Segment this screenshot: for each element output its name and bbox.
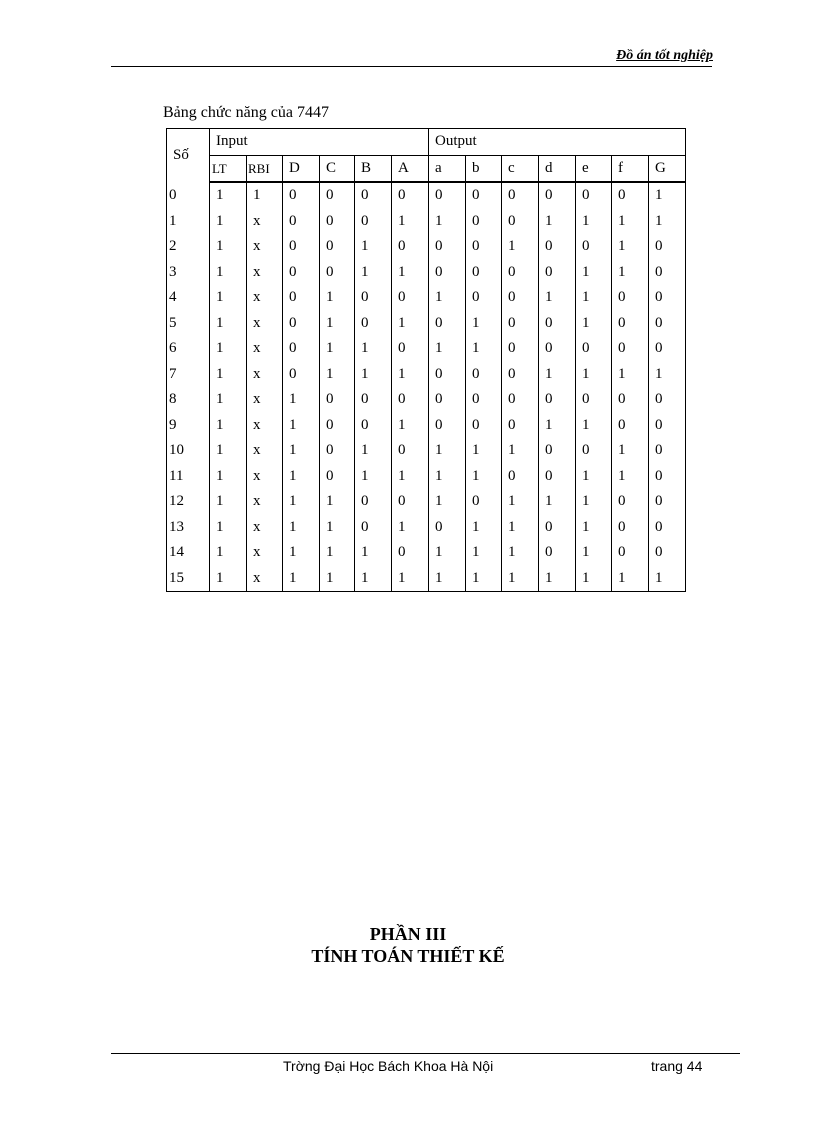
table-cell: 1 [576, 413, 612, 439]
table-cell: 1 [466, 566, 502, 592]
table-cell: 1 [649, 566, 686, 592]
column-header: f [612, 155, 649, 182]
column-header: b [466, 155, 502, 182]
table-cell: 1 [649, 362, 686, 388]
table-cell: 0 [502, 336, 539, 362]
table-cell: 0 [429, 362, 466, 388]
table-cell: 1 [612, 464, 649, 490]
table-cell: x [247, 209, 283, 235]
table-cell: 0 [320, 413, 355, 439]
table-cell: 1 [210, 438, 247, 464]
table-cell: 0 [649, 489, 686, 515]
table-cell: 0 [283, 362, 320, 388]
table-cell: 0 [612, 285, 649, 311]
column-header: LT [210, 155, 247, 182]
table-cell: 0 [392, 438, 429, 464]
so-header: Số [167, 129, 210, 183]
table-cell: 1 [283, 566, 320, 592]
column-header: RBI [247, 155, 283, 182]
table-cell: 0 [429, 387, 466, 413]
table-cell: 0 [502, 285, 539, 311]
table-cell: 0 [502, 311, 539, 337]
table-cell: 1 [210, 387, 247, 413]
column-header: c [502, 155, 539, 182]
table-cell: 0 [320, 387, 355, 413]
table-cell: 1 [649, 182, 686, 209]
table-cell: 1 [320, 515, 355, 541]
table-cell: 0 [649, 260, 686, 286]
table-cell: 0 [355, 515, 392, 541]
table-row [167, 234, 686, 260]
table-cell: 1 [429, 209, 466, 235]
header-rule [111, 66, 712, 67]
row-number-cell: 15 [167, 566, 210, 592]
table-cell: 1 [392, 260, 429, 286]
table-cell: 0 [283, 234, 320, 260]
row-number-cell: 0 [167, 182, 210, 209]
table-cell: 1 [320, 336, 355, 362]
table-cell: 1 [539, 285, 576, 311]
table-row [167, 540, 686, 566]
table-cell: 0 [466, 387, 502, 413]
table-cell: 0 [502, 464, 539, 490]
row-number-cell: 12 [167, 489, 210, 515]
table-cell: 0 [429, 182, 466, 209]
table-cell: 1 [612, 209, 649, 235]
table-cell: 0 [649, 234, 686, 260]
table-cell: 1 [355, 566, 392, 592]
table-cell: 1 [429, 489, 466, 515]
table-cell: 0 [429, 260, 466, 286]
table-cell: 1 [612, 260, 649, 286]
table-cell: 0 [502, 413, 539, 439]
table-cell: 0 [649, 311, 686, 337]
table-cell: 0 [429, 234, 466, 260]
table-cell: 0 [649, 464, 686, 490]
table-caption: Bảng chức năng của 7447 [163, 104, 329, 121]
table-cell: 1 [355, 438, 392, 464]
row-number-cell: 2 [167, 234, 210, 260]
table-cell: 1 [283, 464, 320, 490]
table-cell: 1 [283, 413, 320, 439]
table-cell: 1 [612, 362, 649, 388]
table-cell: x [247, 311, 283, 337]
table-cell: 0 [283, 285, 320, 311]
table-cell: 0 [429, 311, 466, 337]
row-number-cell: 14 [167, 540, 210, 566]
table-cell: 1 [210, 489, 247, 515]
table-cell: 0 [649, 387, 686, 413]
column-header: A [392, 155, 429, 182]
table-cell: 0 [320, 209, 355, 235]
table-cell: 0 [355, 413, 392, 439]
table-cell: 0 [649, 336, 686, 362]
table-cell: 1 [283, 438, 320, 464]
table-cell: 1 [466, 515, 502, 541]
header-title: Đồ án tốt nghiệp [616, 48, 713, 63]
table-row [167, 336, 686, 362]
table-cell: 0 [392, 540, 429, 566]
table-cell: 1 [392, 464, 429, 490]
table-cell: 0 [612, 540, 649, 566]
table-cell: 1 [210, 311, 247, 337]
table-cell: 1 [429, 438, 466, 464]
table-cell: 0 [539, 387, 576, 413]
table-cell: 0 [502, 182, 539, 209]
column-header: d [539, 155, 576, 182]
table-cell: 0 [539, 311, 576, 337]
row-number-cell: 5 [167, 311, 210, 337]
row-number-cell: 11 [167, 464, 210, 490]
table-cell: 0 [392, 182, 429, 209]
table-cell: 1 [320, 285, 355, 311]
table-cell: 0 [612, 387, 649, 413]
table-cell: 1 [210, 515, 247, 541]
table-cell: x [247, 489, 283, 515]
row-number-cell: 8 [167, 387, 210, 413]
table-cell: x [247, 413, 283, 439]
table-cell: 1 [502, 540, 539, 566]
column-header: G [649, 155, 686, 182]
table-cell: 1 [210, 182, 247, 209]
table-cell: x [247, 540, 283, 566]
column-subheaders [167, 155, 686, 182]
table-cell: 0 [355, 285, 392, 311]
truth-table-7447 [166, 128, 686, 592]
table-row [167, 260, 686, 286]
table-cell: 0 [466, 260, 502, 286]
table-cell: 1 [502, 489, 539, 515]
table-row [167, 311, 686, 337]
table-row [167, 413, 686, 439]
row-number-cell: 4 [167, 285, 210, 311]
table-row [167, 489, 686, 515]
output-group-header: Output [429, 129, 686, 156]
table-cell: 1 [355, 464, 392, 490]
table-cell: 1 [539, 489, 576, 515]
table-cell: 0 [466, 489, 502, 515]
table-cell: 0 [612, 336, 649, 362]
table-cell: 1 [355, 540, 392, 566]
table-cell: 0 [576, 234, 612, 260]
table-cell: 0 [539, 515, 576, 541]
table-cell: 1 [429, 464, 466, 490]
table-cell: 1 [502, 234, 539, 260]
table-cell: 1 [466, 311, 502, 337]
table-cell: 1 [576, 566, 612, 592]
table-cell: 0 [392, 336, 429, 362]
table-cell: 0 [283, 336, 320, 362]
table-cell: 1 [355, 234, 392, 260]
table-cell: 1 [320, 362, 355, 388]
table-cell: 1 [320, 566, 355, 592]
table-cell: 0 [320, 260, 355, 286]
table-cell: 1 [210, 260, 247, 286]
table-cell: 0 [649, 413, 686, 439]
table-cell: 1 [539, 413, 576, 439]
table-cell: 0 [392, 489, 429, 515]
table-cell: 0 [576, 182, 612, 209]
table-cell: 1 [392, 413, 429, 439]
table-cell: 0 [466, 182, 502, 209]
table-cell: 1 [576, 260, 612, 286]
table-row [167, 515, 686, 541]
table-cell: 0 [429, 515, 466, 541]
table-cell: x [247, 464, 283, 490]
table-cell: 0 [576, 387, 612, 413]
table-cell: 1 [539, 209, 576, 235]
table-cell: x [247, 260, 283, 286]
table-cell: 0 [466, 362, 502, 388]
table-row [167, 362, 686, 388]
table-cell: 0 [392, 285, 429, 311]
table-cell: 1 [320, 311, 355, 337]
table-cell: 1 [392, 515, 429, 541]
table-cell: 1 [466, 336, 502, 362]
footer-page-number: trang 44 [651, 1058, 703, 1074]
table-cell: 0 [392, 387, 429, 413]
row-number-cell: 3 [167, 260, 210, 286]
table-cell: 1 [392, 209, 429, 235]
input-group-header: Input [210, 129, 429, 156]
table-cell: 0 [539, 260, 576, 286]
table-cell: 1 [320, 540, 355, 566]
table-cell: 1 [392, 362, 429, 388]
table-cell: x [247, 285, 283, 311]
table-cell: 0 [355, 489, 392, 515]
table-cell: 0 [612, 182, 649, 209]
table-cell: 1 [392, 566, 429, 592]
table-cell: 1 [649, 209, 686, 235]
table-cell: 1 [210, 234, 247, 260]
table-cell: 0 [649, 515, 686, 541]
table-cell: 0 [649, 438, 686, 464]
table-cell: 1 [210, 336, 247, 362]
table-cell: 1 [576, 209, 612, 235]
table-cell: x [247, 336, 283, 362]
table-cell: 0 [283, 209, 320, 235]
table-row [167, 209, 686, 235]
table-cell: 1 [539, 362, 576, 388]
table-cell: 0 [539, 540, 576, 566]
column-header: B [355, 155, 392, 182]
table-cell: 1 [392, 311, 429, 337]
row-number-cell: 6 [167, 336, 210, 362]
table-cell: 0 [283, 182, 320, 209]
table-cell: 1 [355, 260, 392, 286]
table-cell: 1 [576, 285, 612, 311]
table-cell: 0 [320, 464, 355, 490]
table-row [167, 566, 686, 592]
table-cell: 0 [320, 234, 355, 260]
table-cell: 0 [576, 438, 612, 464]
row-number-cell: 13 [167, 515, 210, 541]
row-number-cell: 7 [167, 362, 210, 388]
section-part: PHẦN III [369, 924, 447, 944]
table-cell: 0 [502, 387, 539, 413]
table-row [167, 387, 686, 413]
table-cell: 1 [576, 464, 612, 490]
table-cell: x [247, 387, 283, 413]
row-number-cell: 9 [167, 413, 210, 439]
table-cell: 0 [649, 540, 686, 566]
table-cell: x [247, 362, 283, 388]
table-cell: 1 [210, 464, 247, 490]
table-cell: 1 [283, 387, 320, 413]
table-cell: 1 [429, 540, 466, 566]
table-cell: 1 [283, 489, 320, 515]
footer-school: Trờng Đại Học Bách Khoa Hà Nội [283, 1058, 494, 1074]
table-cell: 1 [355, 336, 392, 362]
table-cell: 0 [539, 182, 576, 209]
table-cell: 1 [502, 438, 539, 464]
table-cell: 0 [355, 387, 392, 413]
table-cell: 0 [320, 438, 355, 464]
table-cell: 1 [355, 362, 392, 388]
table-cell: 1 [502, 566, 539, 592]
table-cell: 1 [429, 566, 466, 592]
table-cell: 0 [539, 464, 576, 490]
table-cell: 0 [612, 515, 649, 541]
table-cell: 0 [283, 311, 320, 337]
table-cell: 1 [466, 464, 502, 490]
table-cell: 0 [392, 234, 429, 260]
table-cell: 1 [612, 234, 649, 260]
table-cell: 1 [320, 489, 355, 515]
table-cell: 1 [612, 438, 649, 464]
footer-rule [111, 1053, 740, 1054]
table-cell: 1 [283, 540, 320, 566]
table-cell: 1 [247, 182, 283, 209]
table-cell: 1 [466, 438, 502, 464]
table-cell: x [247, 234, 283, 260]
column-header: e [576, 155, 612, 182]
table-cell: 0 [539, 336, 576, 362]
table-cell: 1 [210, 209, 247, 235]
column-header: a [429, 155, 466, 182]
table-cell: 1 [576, 515, 612, 541]
table-cell: 0 [612, 413, 649, 439]
table-cell: 0 [355, 311, 392, 337]
column-header: C [320, 155, 355, 182]
table-row [167, 182, 686, 209]
table-cell: 0 [466, 413, 502, 439]
table-cell: 0 [429, 413, 466, 439]
table-cell: 1 [502, 515, 539, 541]
table-cell: x [247, 566, 283, 592]
column-header: D [283, 155, 320, 182]
table-cell: x [247, 515, 283, 541]
table-cell: 0 [539, 234, 576, 260]
table-cell: 0 [466, 285, 502, 311]
table-cell: 1 [539, 566, 576, 592]
table-cell: 1 [429, 336, 466, 362]
table-cell: 0 [539, 438, 576, 464]
section-title: TÍNH TOÁN THIẾT KẾ [311, 946, 505, 966]
table-cell: 1 [576, 311, 612, 337]
table-cell: 0 [466, 209, 502, 235]
table-cell: 1 [210, 540, 247, 566]
table-cell: 1 [210, 285, 247, 311]
table-row [167, 464, 686, 490]
table-cell: 1 [283, 515, 320, 541]
table-cell: 0 [502, 209, 539, 235]
table-cell: 0 [612, 489, 649, 515]
table-cell: 0 [649, 285, 686, 311]
table-cell: 1 [612, 566, 649, 592]
table-cell: 1 [210, 362, 247, 388]
table-cell: 1 [210, 566, 247, 592]
table-cell: 1 [576, 489, 612, 515]
table-cell: 0 [502, 260, 539, 286]
table-body [167, 182, 686, 592]
table-cell: 0 [576, 336, 612, 362]
table-cell: 1 [466, 540, 502, 566]
row-number-cell: 1 [167, 209, 210, 235]
table-cell: 0 [612, 311, 649, 337]
table-cell: 1 [576, 362, 612, 388]
table-cell: 1 [429, 285, 466, 311]
table-row [167, 285, 686, 311]
table-cell: 0 [320, 182, 355, 209]
table-cell: 0 [283, 260, 320, 286]
table-cell: 0 [502, 362, 539, 388]
table-cell: 1 [210, 413, 247, 439]
table-cell: 0 [355, 209, 392, 235]
table-row [167, 438, 686, 464]
table-cell: 1 [576, 540, 612, 566]
table-cell: 0 [355, 182, 392, 209]
row-number-cell: 10 [167, 438, 210, 464]
table-cell: 0 [466, 234, 502, 260]
table-cell: x [247, 438, 283, 464]
